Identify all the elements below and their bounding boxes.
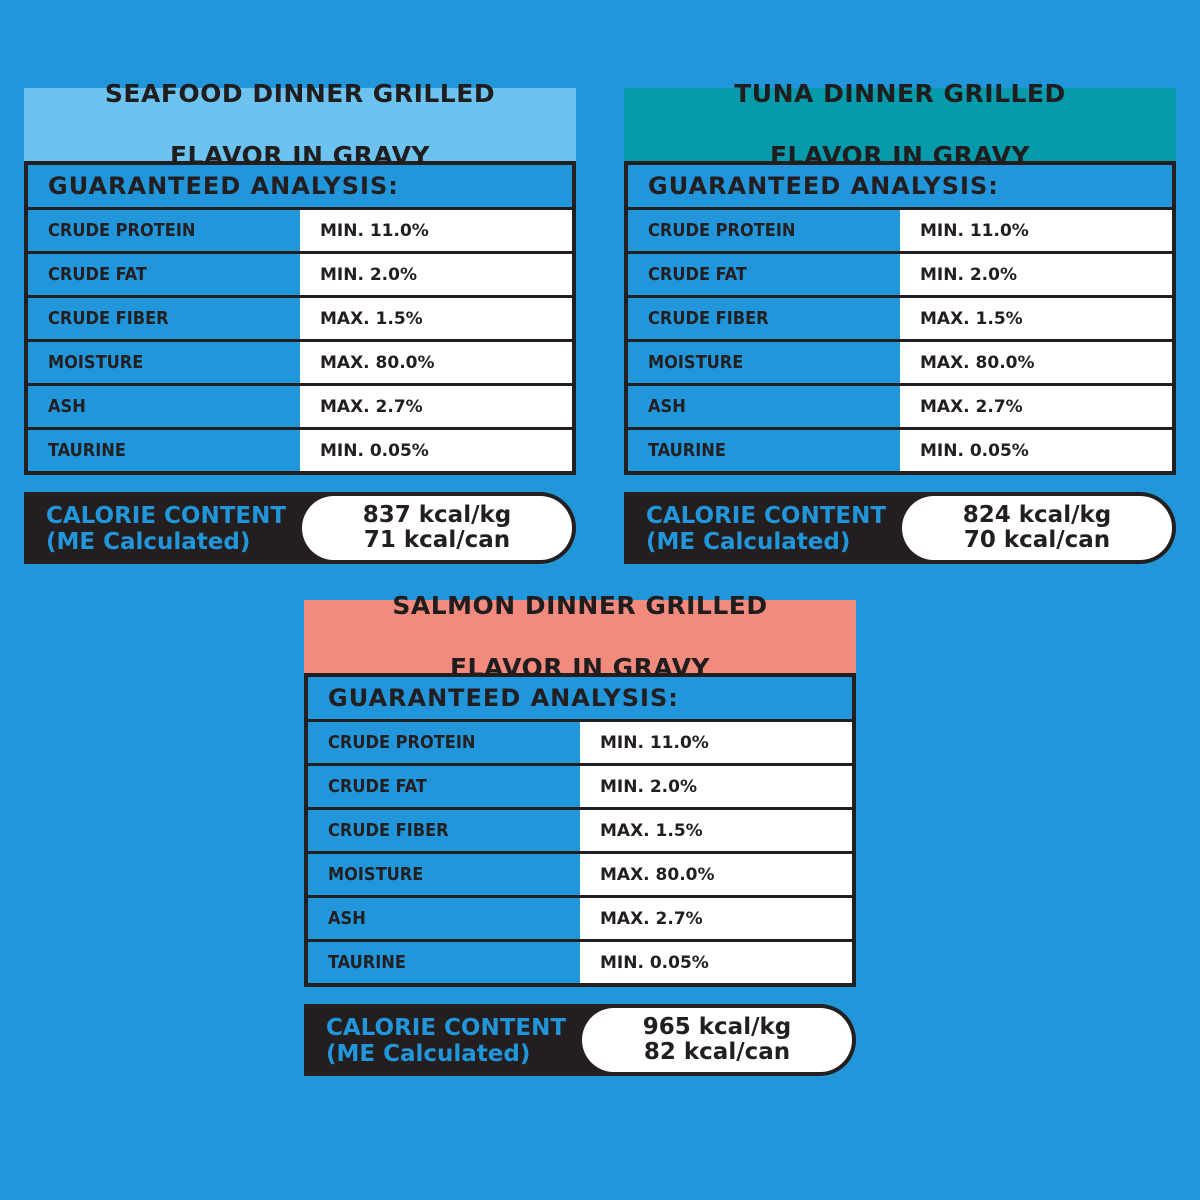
row-label: ASH xyxy=(328,908,366,929)
row-value: MAX. 1.5% xyxy=(900,298,1172,339)
row-value: MIN. 2.0% xyxy=(580,766,852,807)
row-value: MAX. 80.0% xyxy=(300,342,572,383)
table-row xyxy=(628,298,1172,342)
calorie-label-line2: (ME Calculated) xyxy=(46,529,251,555)
calorie-values-pill xyxy=(302,496,572,560)
table-row xyxy=(28,210,572,254)
row-value: MAX. 80.0% xyxy=(580,854,852,895)
table-row xyxy=(628,254,1172,298)
table-row xyxy=(28,430,572,471)
table-row xyxy=(628,430,1172,471)
table-row xyxy=(28,254,572,298)
row-value: MAX. 1.5% xyxy=(580,810,852,851)
calorie-per-can: 71 kcal/can xyxy=(363,527,511,553)
calorie-content-bar xyxy=(24,492,576,564)
table-row xyxy=(28,342,572,386)
analysis-heading: GUARANTEED ANALYSIS: xyxy=(308,677,852,722)
row-label: TAURINE xyxy=(328,952,406,973)
panel-title-line1: SALMON DINNER GRILLED xyxy=(392,591,768,620)
seafood-nutrition-panel xyxy=(24,79,576,564)
panel-title-line2: FLAVOR IN GRAVY xyxy=(449,653,711,682)
row-value: MIN. 0.05% xyxy=(900,430,1172,471)
calorie-content-bar xyxy=(624,492,1176,564)
calorie-label-line1: CALORIE CONTENT xyxy=(326,1015,567,1041)
table-row xyxy=(308,898,852,942)
row-value: MAX. 2.7% xyxy=(900,386,1172,427)
row-value: MAX. 80.0% xyxy=(900,342,1172,383)
row-label: CRUDE FAT xyxy=(48,264,147,285)
row-label: CRUDE PROTEIN xyxy=(648,220,796,241)
guaranteed-analysis-table xyxy=(624,161,1176,475)
row-label: CRUDE PROTEIN xyxy=(328,732,476,753)
calorie-per-can: 82 kcal/can xyxy=(643,1039,791,1065)
calorie-label-line2: (ME Calculated) xyxy=(326,1041,531,1067)
calorie-label-line2: (ME Calculated) xyxy=(646,529,851,555)
panel-title-line1: SEAFOOD DINNER GRILLED xyxy=(104,79,496,108)
calorie-values-pill xyxy=(582,1008,852,1072)
table-row xyxy=(28,386,572,430)
calorie-label xyxy=(326,1015,566,1067)
calorie-label-line1: CALORIE CONTENT xyxy=(646,503,887,529)
row-value: MIN. 11.0% xyxy=(300,210,572,251)
table-row xyxy=(628,386,1172,430)
guaranteed-analysis-table xyxy=(24,161,576,475)
row-label: CRUDE FIBER xyxy=(648,308,769,329)
guaranteed-analysis-table xyxy=(304,673,856,987)
calorie-values-pill xyxy=(902,496,1172,560)
panel-title-line2: FLAVOR IN GRAVY xyxy=(169,141,431,170)
table-row xyxy=(308,854,852,898)
tuna-nutrition-panel xyxy=(624,79,1176,564)
table-row xyxy=(628,342,1172,386)
table-row xyxy=(28,298,572,342)
calorie-label-line1: CALORIE CONTENT xyxy=(46,503,287,529)
row-label: CRUDE FIBER xyxy=(328,820,449,841)
row-value: MIN. 11.0% xyxy=(580,722,852,763)
table-row xyxy=(628,210,1172,254)
row-label: CRUDE FIBER xyxy=(48,308,169,329)
calorie-per-kg: 837 kcal/kg xyxy=(362,502,512,528)
table-row xyxy=(308,766,852,810)
row-label: TAURINE xyxy=(648,440,726,461)
row-label: MOISTURE xyxy=(648,352,744,373)
table-row xyxy=(308,942,852,983)
calorie-per-kg: 824 kcal/kg xyxy=(962,502,1112,528)
row-value: MIN. 2.0% xyxy=(300,254,572,295)
row-value: MIN. 0.05% xyxy=(580,942,852,983)
row-label: CRUDE FAT xyxy=(328,776,427,797)
row-value: MIN. 0.05% xyxy=(300,430,572,471)
row-label: TAURINE xyxy=(48,440,126,461)
calorie-content-bar xyxy=(304,1004,856,1076)
row-label: CRUDE PROTEIN xyxy=(48,220,196,241)
analysis-heading: GUARANTEED ANALYSIS: xyxy=(28,165,572,210)
salmon-nutrition-panel xyxy=(304,591,856,1076)
calorie-per-can: 70 kcal/can xyxy=(963,527,1111,553)
panel-title-line1: TUNA DINNER GRILLED xyxy=(734,79,1066,108)
row-value: MAX. 1.5% xyxy=(300,298,572,339)
table-row xyxy=(308,810,852,854)
row-value: MAX. 2.7% xyxy=(300,386,572,427)
calorie-label xyxy=(646,503,886,555)
row-value: MIN. 11.0% xyxy=(900,210,1172,251)
calorie-per-kg: 965 kcal/kg xyxy=(642,1014,792,1040)
panel-title xyxy=(624,79,1176,170)
calorie-label xyxy=(46,503,286,555)
row-value: MAX. 2.7% xyxy=(580,898,852,939)
row-label: MOISTURE xyxy=(48,352,144,373)
row-label: ASH xyxy=(48,396,86,417)
analysis-heading: GUARANTEED ANALYSIS: xyxy=(628,165,1172,210)
row-label: CRUDE FAT xyxy=(648,264,747,285)
row-value: MIN. 2.0% xyxy=(900,254,1172,295)
panel-title-line2: FLAVOR IN GRAVY xyxy=(769,141,1031,170)
row-label: ASH xyxy=(648,396,686,417)
table-row xyxy=(308,722,852,766)
row-label: MOISTURE xyxy=(328,864,424,885)
panel-title xyxy=(24,79,576,170)
panel-title xyxy=(304,591,856,682)
